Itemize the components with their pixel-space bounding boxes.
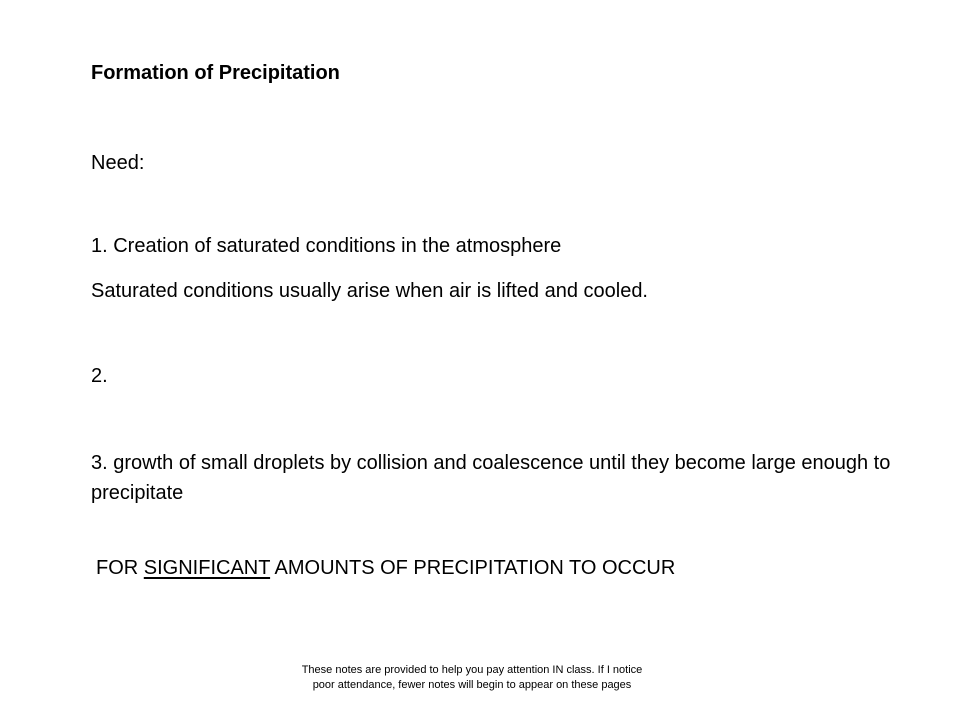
emphasis-statement (96, 555, 675, 581)
footer-note-line-1: These notes are provided to help you pay attention IN class. If I notice (301, 664, 643, 676)
requirement-item-2: 2. (91, 365, 108, 387)
slide-title: Formation of Precipitation (91, 62, 340, 84)
need-label: Need: (91, 152, 145, 174)
emphasis-underlined-word: SIGNIFICANT (143, 557, 271, 579)
emphasis-text-after: AMOUNTS OF PRECIPITATION TO OCCUR (270, 557, 676, 579)
requirement-item-1: 1. Creation of saturated conditions in the atmosphere (91, 235, 562, 257)
footer-note-line-2: poor attendance, fewer notes will begin to appear on these pages (312, 679, 632, 691)
footer-note (0, 663, 944, 693)
emphasis-text-before: FOR (96, 557, 144, 579)
requirement-item-3: 3. growth of small droplets by collision and coalescence until they become large enough to precipitate (91, 452, 891, 504)
requirement-item-1-detail: Saturated conditions usually arise when air is lifted and cooled. (91, 280, 648, 302)
